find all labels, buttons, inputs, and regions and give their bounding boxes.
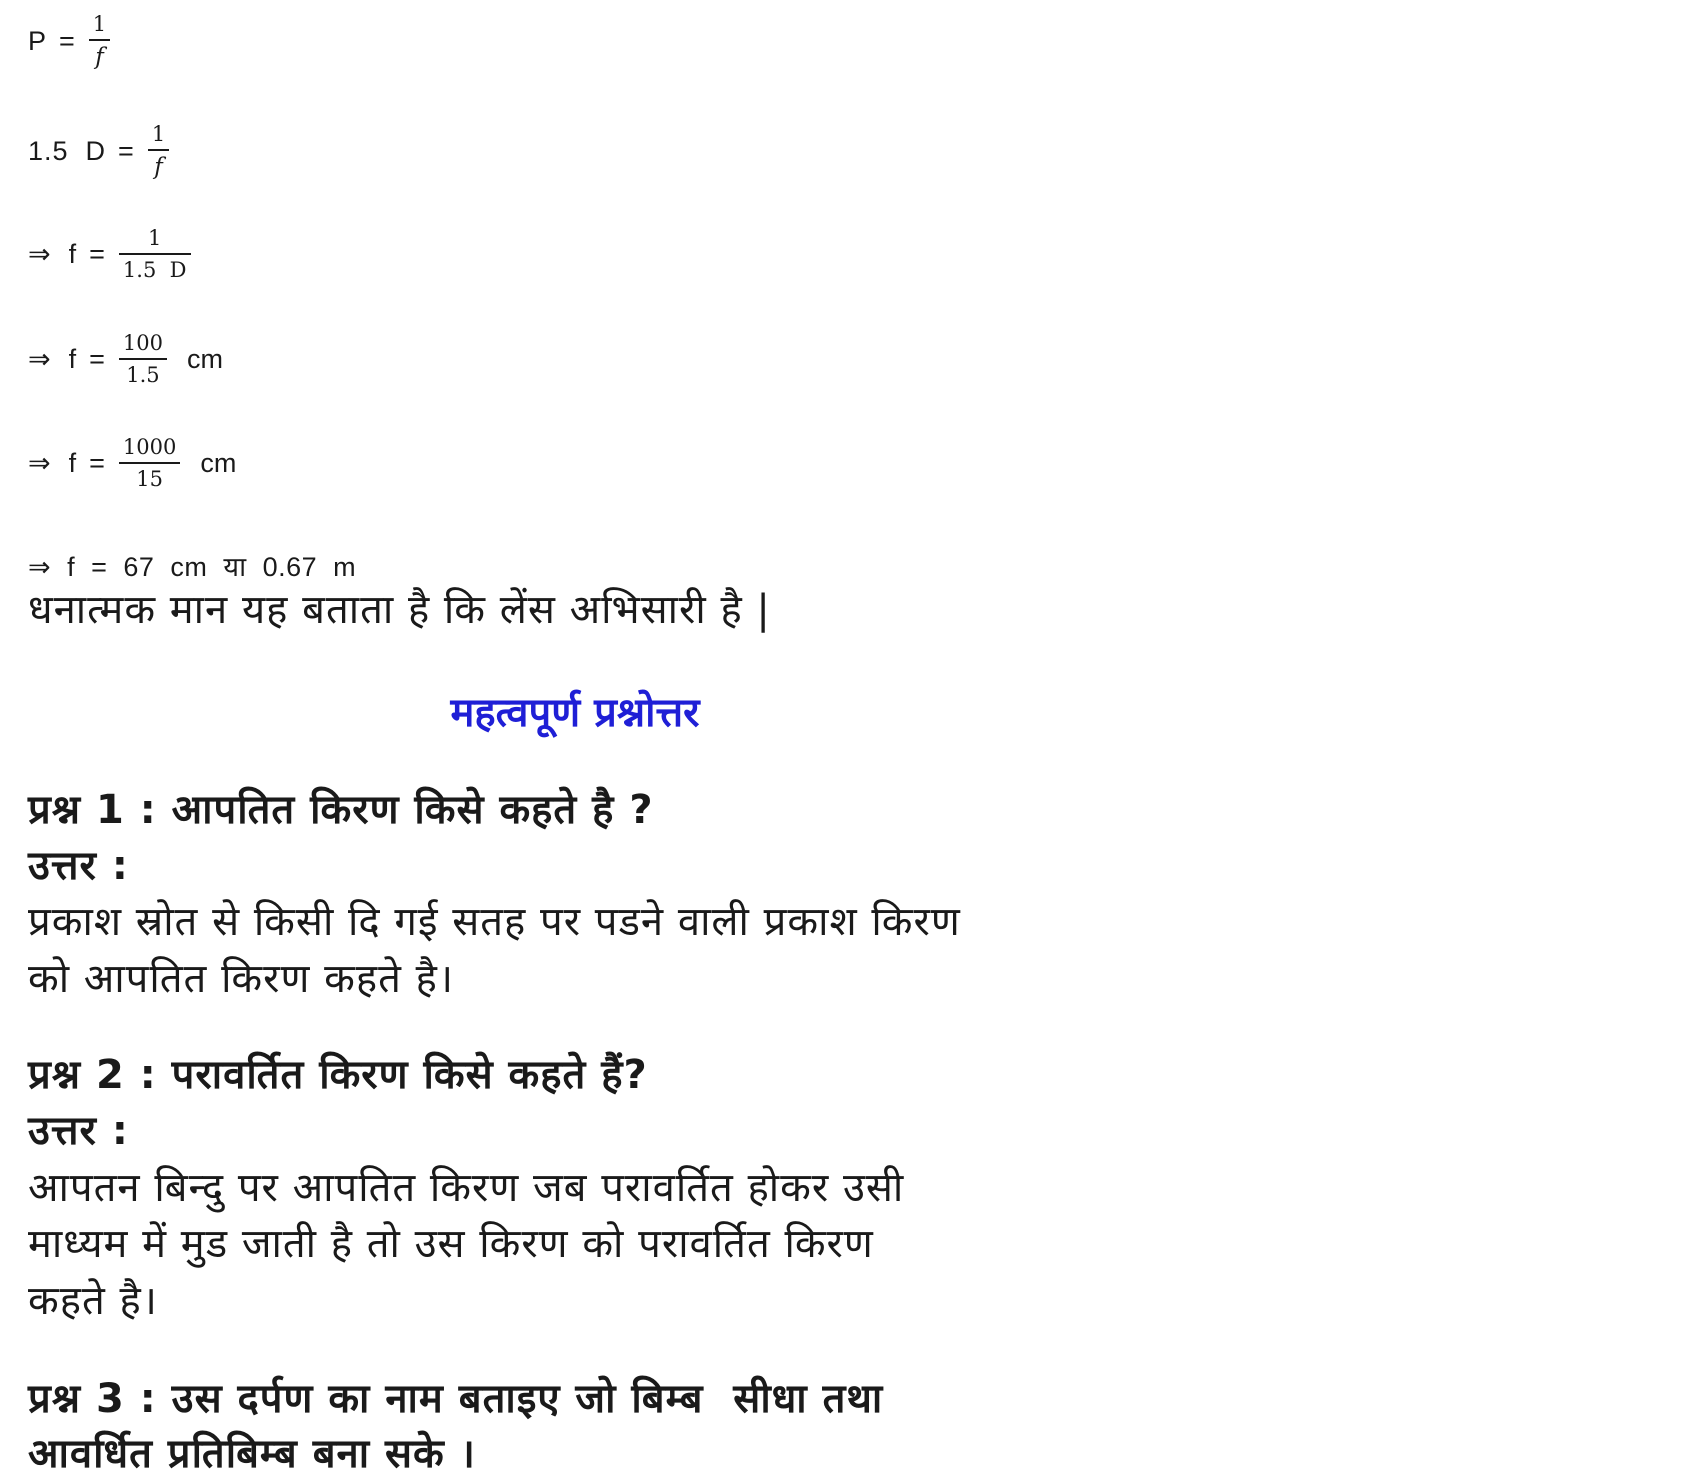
equation-final-result xyxy=(28,547,356,584)
equals-sign: = xyxy=(118,136,134,166)
equals-sign: = xyxy=(89,448,105,478)
answer-2-line-2: माध्यम में मुड जाती है तो उस किरण को परावर्तित किरण xyxy=(28,1221,874,1267)
question-3-line-1: प्रश्न 3 : उस दर्पण का नाम बताइए जो बिम्ब सीधा तथा xyxy=(28,1376,884,1422)
answer-1-line-1: प्रकाश स्रोत से किसी दि गई सतह पर पडने वाली प्रकाश किरण xyxy=(28,899,961,945)
question-3-line-2: आवर्धित प्रतिबिम्ब बना सके । xyxy=(28,1431,476,1477)
equals-sign: = xyxy=(89,344,105,374)
fraction xyxy=(119,333,167,386)
conclusion-text: धनात्मक मान यह बताता है कि लेंस अभिसारी है | xyxy=(28,587,771,633)
equation-lhs: ⇒ f xyxy=(28,239,78,269)
fraction-denominator: f xyxy=(95,44,104,70)
answer-2-line-1: आपतन बिन्दु पर आपतित किरण जब परावर्तित होकर उसी xyxy=(28,1165,905,1211)
section-heading: महत्वपूर्ण प्रश्नोत्तर xyxy=(450,690,700,736)
question-1: प्रश्न 1 : आपतित किरण किसे कहते है ? xyxy=(28,787,654,833)
equation-lhs: 1.5 D xyxy=(28,136,107,166)
answer-label-1: उत्तर : xyxy=(28,843,129,889)
fraction xyxy=(119,228,191,281)
equation-in-cm xyxy=(28,333,223,386)
question-2: प्रश्न 2 : परावर्तित किरण किसे कहते हैं? xyxy=(28,1052,648,1098)
answer-1-line-2: को आपतित किरण कहते है। xyxy=(28,956,455,1002)
equation-lhs: ⇒ f xyxy=(28,344,78,374)
fraction-denominator: 1.5 D xyxy=(122,258,187,282)
fraction-numerator: 1000 xyxy=(122,435,177,459)
fraction xyxy=(89,14,110,69)
fraction-denominator: 1.5 xyxy=(126,363,160,387)
equation-simplified xyxy=(28,437,236,490)
fraction xyxy=(119,437,180,490)
answer-2-line-3: कहते है। xyxy=(28,1278,158,1324)
fraction-denominator: 15 xyxy=(136,467,164,491)
final-result-text: ⇒ f = 67 cm या 0.67 m xyxy=(28,552,357,582)
fraction-denominator: f xyxy=(154,154,163,180)
fraction xyxy=(148,124,169,179)
fraction-numerator: 1 xyxy=(92,12,107,36)
equals-sign: = xyxy=(59,26,75,56)
equation-lhs: P xyxy=(28,26,48,56)
equation-rearranged xyxy=(28,228,191,281)
fraction-numerator: 1 xyxy=(151,122,166,146)
fraction-numerator: 100 xyxy=(122,331,164,355)
equation-unit: cm xyxy=(187,344,224,374)
equation-lhs: ⇒ f xyxy=(28,448,78,478)
fraction-numerator: 1 xyxy=(148,226,162,250)
equation-power-definition xyxy=(28,14,110,69)
equation-substitution xyxy=(28,124,169,179)
equation-unit: cm xyxy=(200,448,237,478)
equals-sign: = xyxy=(89,239,105,269)
answer-label-2: उत्तर : xyxy=(28,1108,129,1154)
